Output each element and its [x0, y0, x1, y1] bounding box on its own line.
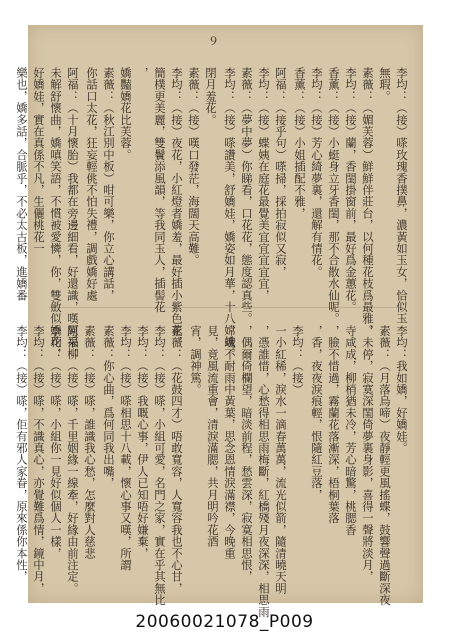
text-column: 一小紅稀，淚水一滴春萬萬，流光似箭，隨清曉天明	[274, 325, 288, 595]
text-column: 素薇：（媚芙蓉）鮮鮮伴莊台，以何種花枝爲最雅。	[361, 67, 375, 337]
text-column: ，香，夜夜淚痕輕，恨隨紅豆落，	[310, 325, 324, 501]
text-column: 李均：（接）蘭，香閨掛窗前，最好爲金蕙花。	[344, 67, 358, 313]
text-column: ，未停，寂寞深閨倚夢裏身影，喜得一聲將淡月，	[361, 325, 375, 583]
text-column: 阿福：（接乎句）嗏掃，採拍寂似又寂，	[274, 67, 288, 278]
text-column: 未解舒懷曲，嬌嗔笑語，不慣被愛憐，你，雙斂似嬌花，	[49, 67, 63, 360]
text-column: 寺咸成，柳梢猶未冷，芳心暗驚，桃腮香	[344, 325, 358, 536]
page-divider	[48, 307, 403, 308]
text-column: 素薇：（花鼓四才）唔敢寬容，人寬容我也不心甘，	[170, 325, 184, 595]
text-column: 李均：（接）嗏，不識真心，亦覺難爲情，鏡中月，	[32, 325, 46, 595]
text-column: 素薇：（接）嘆口發茫，海闊天高難。	[187, 67, 201, 266]
document-id-caption: 20060021078_P009	[135, 612, 314, 632]
text-column: 李均：（接）嗏讚美，舒嬌娃，嬌姿如月華，十八嫦娥。	[223, 67, 237, 360]
text-column: 阿福：（十月懷胎）我都在旁邊細看，好還識，嘆原采柳	[66, 67, 80, 360]
script-page	[15, 25, 423, 618]
text-column: 香薰：（接）小蜓身立牙香閨，那不合散水仙呢。	[327, 67, 341, 325]
text-column: 李均：（接）蝶姨在庭花最覺美宜宜宜宜宜，	[257, 67, 271, 301]
text-column: 李均：（接）夜花，小紅燈者嬌羞，最好插小紫色花，	[170, 67, 184, 348]
text-column: 樂也，嬌多話，合脈乎，不必太古板，進嬌番	[15, 67, 29, 301]
text-column: ，憑誰惜，心愁得相思雨梅斷，紅橋殘月夜深深，相思雨	[257, 325, 271, 618]
text-column: ，偶爾倚欄望，暗淡前程，愁雲深，寂寞相思恨，	[240, 325, 254, 583]
text-column: 李均：（接）	[291, 325, 305, 396]
text-column: 見，竟風流重會，清淚滿腮，共月明吟花酒	[206, 325, 220, 548]
text-column: 宵，調神篤。	[189, 325, 203, 396]
text-column: ，	[136, 67, 150, 79]
text-column: 素薇：你心曲，爲何同我出嘴，	[102, 325, 116, 489]
text-column: 李均：（接）嗏，小組可愛，名門之家，實在乎其無比	[153, 325, 167, 606]
text-column: 李均：（接）嗏，小組你一見好似個人一樣，	[49, 325, 63, 559]
text-column: 李均：（接）嗏相思十八載，懷心事又嘆，所謂	[119, 325, 133, 571]
text-column: 好嬌娃，實在真係不凡，生儷桃花一	[32, 67, 46, 255]
text-column: 李均：（接）嗏玫瑰香撲鼻，濃黃如玉女，恰似玉	[395, 67, 409, 325]
text-column: 素薇：（秋江別中板）咁可樂，你立心講話，	[102, 67, 116, 301]
text-column: ，魂不耐雨中黃葉，思念恩情淚滿襟，今晚重	[223, 325, 237, 559]
top-text-block	[15, 67, 409, 360]
text-column: 簡樸更美麗，雙鬢添風韻，等我同玉人，插髻花	[153, 67, 167, 313]
page-number: ９	[208, 35, 219, 48]
text-column: 無瑕。	[378, 67, 392, 103]
text-column: 素薇：（月落烏啼）夜靜輕更風搖蝶，鼓響聲過斷深夜	[378, 325, 392, 606]
text-column: 閉月羞花。	[204, 67, 218, 126]
text-column: 你話口太花，狂妄輕佻不怕失禮，調戲嬌好處	[85, 67, 99, 301]
text-column: 香薰：（接）小姐插配不雅，	[293, 67, 307, 220]
text-column: 李均：（接）芳心綺夢裏，還解有情花。	[310, 67, 324, 278]
text-column: 李均：我如嬌，好嬌娃。	[395, 325, 409, 454]
text-column: 阿福：（接）嗏，千里姻緣一線牽，好緣由前注定。	[66, 325, 80, 595]
text-column: 素薇：（接）嗏，誰識我心愁，怎麼對人慈悲	[83, 325, 97, 559]
text-column: 素薇：（夢中夢）你睇看，口花花，態度認真些。	[240, 67, 254, 325]
text-column: 李均：（接）我嘅心事，伊人已知唔好嫌棄，	[136, 325, 150, 559]
text-column: 李均：（接）嗏，佢有邪人家眷，原來係你本性，	[15, 325, 29, 583]
bottom-text-block	[15, 325, 409, 618]
text-column: 嬌豔嬌花比芙蓉。	[119, 67, 133, 161]
text-column: ，臉不惜過，霧蘭花落漸深，梧桐葉落	[327, 325, 341, 524]
